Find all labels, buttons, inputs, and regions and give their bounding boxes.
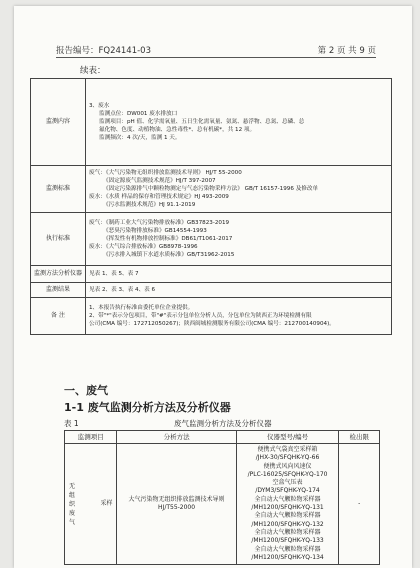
monitor-items-1: 监测项目：pH 值、化学需氧量、五日生化需氧量、氨氮、悬浮物、总氮、总磷、总 — [99, 119, 305, 125]
monitor-content-row — [31, 79, 392, 166]
execution-line: 废水：《大气综合排放标准》GB8978-1996 — [89, 244, 198, 250]
limit-cell: - — [339, 444, 380, 565]
section-title: 一、废气 — [64, 384, 108, 397]
wastewater-item: 3、废水 — [89, 103, 110, 109]
remark-line: 公司(CMA 编号：172712050267)；陕西闽城检测服务有限公司(CMA 编号：212700140904)。 — [89, 321, 335, 327]
col-header-method: 分析方法 — [117, 431, 236, 444]
instrument-line: /PLC-16025/SFQHK-YQ-170 — [247, 470, 328, 478]
monitor-standard-row — [31, 166, 392, 213]
table-row — [65, 444, 380, 565]
standard-line: 《固定源废气监测技术规范》HJ/T 397-2007 — [103, 178, 216, 184]
standard-line: 废水：《水质 样品的保存和管理技术规定》HJ 493-2009 — [89, 194, 229, 200]
table-header-row — [65, 431, 380, 444]
instrument-line: 全自动大气颗粒物采样器 — [254, 495, 321, 503]
execution-line: 《污水排入城镇下水道水质标准》GB/T31962-2015 — [103, 252, 235, 258]
instrument-line: /DYM3/SFQHK-YQ-174 — [255, 487, 320, 495]
gas-method-table — [64, 430, 380, 565]
standard-line: 《污水监测技术规范》HJ 91.1-2019 — [103, 202, 196, 208]
continued-label: 续表： — [80, 66, 106, 76]
category-cell: 无组织废气 — [68, 482, 75, 526]
instrument-line: 全自动大气颗粒物采样器 — [254, 512, 321, 520]
instrument-line: /JHX-30/SFQHK-YQ-66 — [255, 454, 320, 462]
monitor-frequency: 监测频次：4 次/天，监测 1 天。 — [99, 135, 181, 141]
instrument-line: 空盒气压表 — [272, 479, 303, 487]
instrument-line: /MH1200/SFQHK-YQ-134 — [251, 553, 324, 561]
report-number: 报告编号：FQ24141-03 — [56, 46, 152, 56]
remark-line: 2、带"*"表示分包项目，带"#"表示分包单位分析人员，分包单位为陕西正为环境检测有限 — [89, 313, 312, 319]
method-value: 见表 1、表 5、表 7 — [86, 266, 392, 283]
standard-line: 《固定污染源排气中颗粒物测定与气态污染物采样方法》 GB/T 16157-1996 及修改单 — [103, 186, 319, 192]
instrument-line: 全自动大气颗粒物采样器 — [254, 545, 321, 553]
report-info-table — [30, 78, 392, 335]
monitor-point: 监测点位：DW001 废水排放口 — [99, 111, 178, 117]
instrument-line: /MH1200/SFQHK-YQ-133 — [251, 537, 324, 545]
monitor-content-label: 监测内容 — [31, 79, 86, 166]
header-divider — [56, 57, 376, 58]
monitor-items-2: 氟化物、色度、动植物油、急性毒性*、总有机碳*，共 12 项。 — [99, 127, 256, 133]
subsection-title: 1-1 废气监测分析方法及分析仪器 — [64, 401, 231, 414]
remark-line: 1、本报告执行标准由委托单位企业提供。 — [89, 305, 194, 311]
table-title: 废气监测分析方法及分析仪器 — [174, 419, 272, 428]
instrument-line: 便携式风向风速仪 — [263, 462, 312, 470]
remark-row — [31, 298, 392, 335]
execution-standard-row — [31, 213, 392, 266]
method-line: HJ/T55-2000 — [158, 504, 196, 512]
execution-line: 《挥发性有机物排放控制标准》DB61/T1061-2017 — [103, 236, 233, 242]
method-row — [31, 266, 392, 283]
page-number: 第 2 页 共 9 页 — [317, 46, 376, 56]
item-cell: 采样 — [100, 499, 113, 507]
standard-line: 废气：《大气污染物无组织排放监测技术导则》 HJ/T 55-2000 — [89, 170, 242, 176]
col-header-instrument: 仪器型号/编号 — [236, 431, 339, 444]
monitor-standard-label: 监测标准 — [31, 166, 86, 213]
result-value: 见表 2、表 3、表 4、表 6 — [86, 283, 392, 298]
remark-label: 备 注 — [31, 298, 86, 335]
instrument-line: /MH1200/SFQHK-YQ-131 — [251, 504, 324, 512]
col-header-item: 监测项目 — [65, 431, 117, 444]
result-label: 监测结果 — [31, 283, 86, 298]
instrument-line: /MH1200/SFQHK-YQ-132 — [251, 520, 324, 528]
result-row — [31, 283, 392, 298]
method-line: 大气污染物无组织排放监测技术导则 — [128, 495, 225, 503]
execution-line: 废气：《制药工业大气污染物排放标准》GB37823-2019 — [89, 220, 230, 226]
execution-standard-label: 执行标准 — [31, 213, 86, 266]
table-number: 表 1 — [64, 419, 79, 428]
method-label: 监测方法分析仪器 — [31, 266, 86, 283]
instrument-line: 全自动大气颗粒物采样器 — [254, 528, 321, 536]
col-header-limit: 检出限 — [339, 431, 380, 444]
execution-line: 《恶臭污染物排放标准》GB14554-1993 — [103, 228, 207, 234]
instrument-line: 便携式气袋真空采样箱 — [257, 446, 318, 453]
